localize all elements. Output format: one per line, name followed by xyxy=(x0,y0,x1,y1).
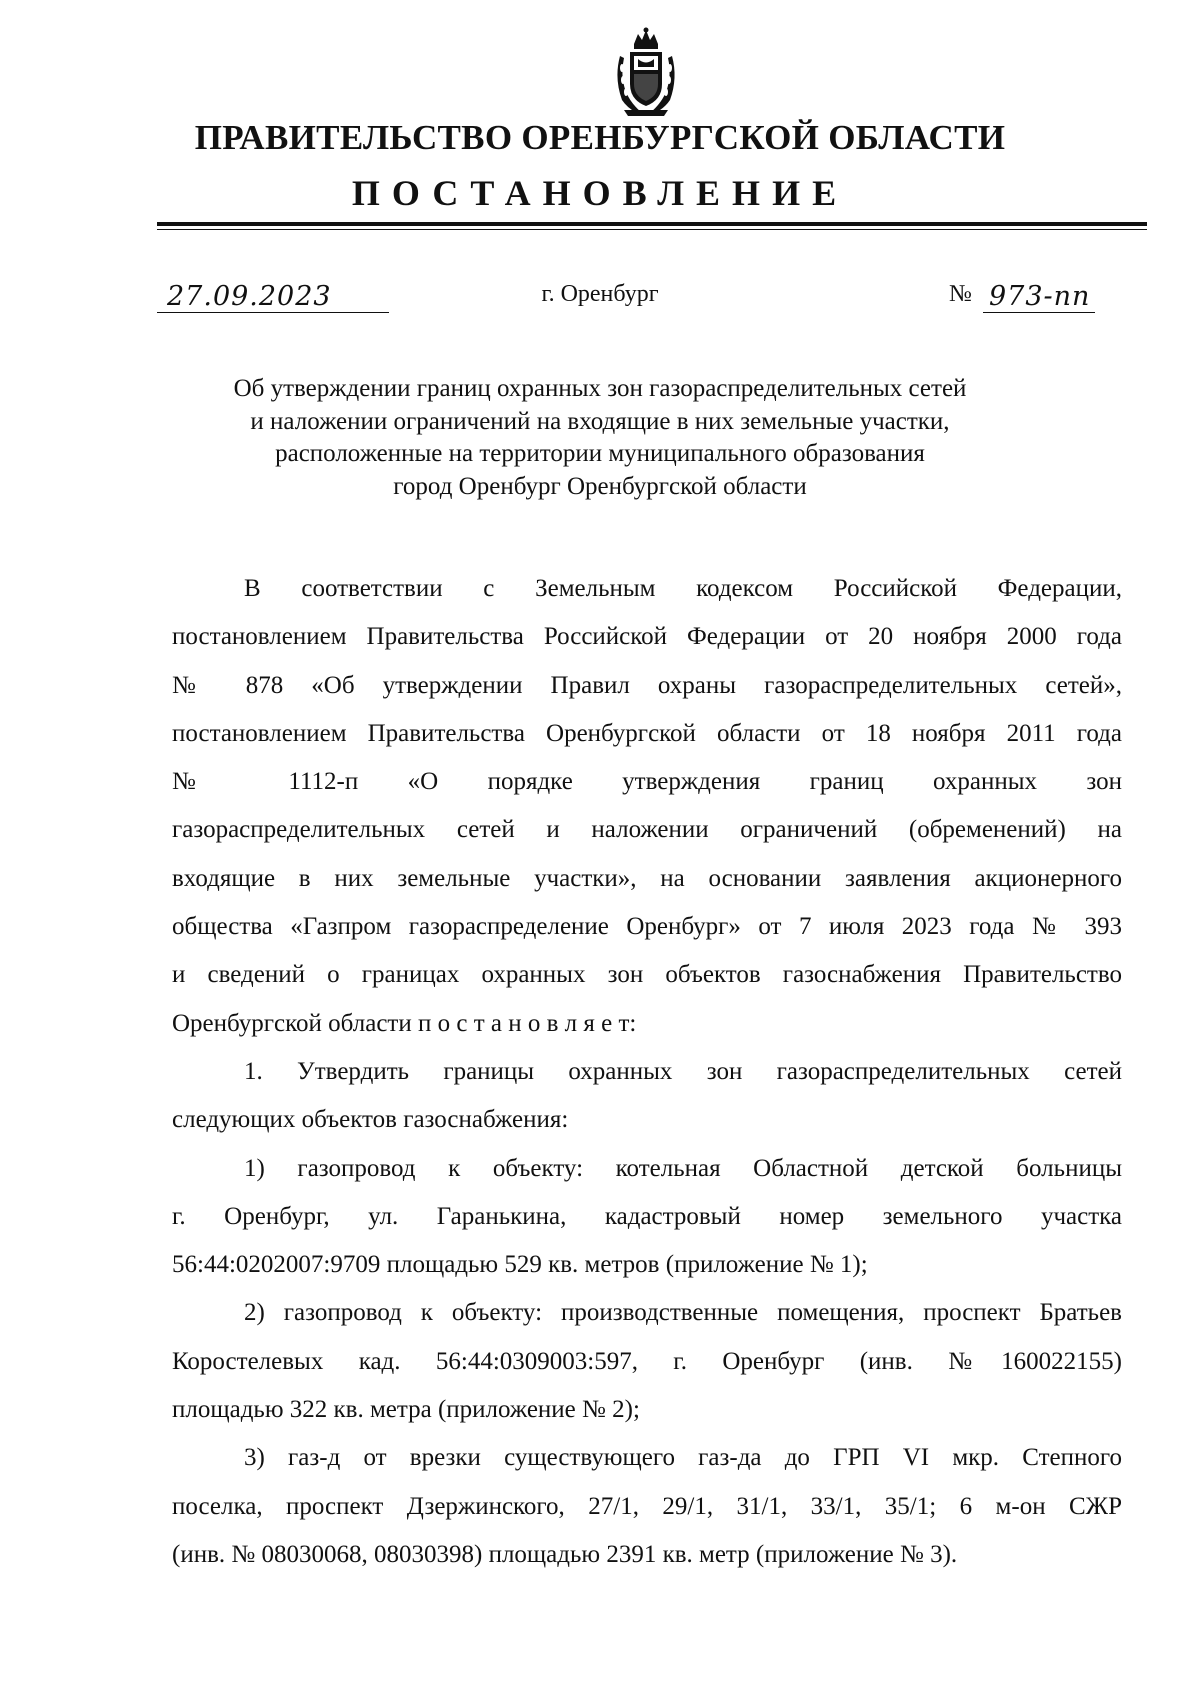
body-line: 1) газопровод к объекту: котельная Областной детской больницы xyxy=(244,1154,1122,1182)
body-line: постановлением Правительства Российской Федерации от 20 ноября 2000 года xyxy=(172,623,1122,651)
subject-line: расположенные на территории муниципального образования xyxy=(275,440,925,467)
handwritten-number: 973-пп xyxy=(989,281,1091,312)
subject-line: и наложении ограничений на входящие в них земельные участки, xyxy=(250,407,950,435)
body-line: № 1112-п «О порядке утверждения границ охранных зон xyxy=(172,768,1122,796)
number-field xyxy=(983,282,1095,313)
coat-of-arms-emblem xyxy=(610,26,682,118)
body-line: следующих объектов газоснабжения: xyxy=(172,1106,569,1134)
subject-line: Об утверждении границ охранных зон газораспределительных сетей xyxy=(233,375,967,402)
body-line: и сведений о границах охранных зон объектов газоснабжения Правительство xyxy=(172,961,1122,989)
government-name: ПРАВИТЕЛЬСТВО ОРЕНБУРГСКОЙ ОБЛАСТИ xyxy=(194,118,1006,157)
body-line: газораспределительных сетей и наложении ограничений (обременений) на xyxy=(172,816,1122,844)
body-line: Оренбургской области п о с т а н о в л я е т: xyxy=(172,1009,637,1037)
body-line: 2) газопровод к объекту: производственные помещения, проспект Братьев xyxy=(244,1299,1122,1327)
body-line: 56:44:0202007:9709 площадью 529 кв. метров (приложение № 1); xyxy=(172,1251,868,1279)
body-line: постановлением Правительства Оренбургской области от 18 ноября 2011 года xyxy=(172,719,1122,747)
body-line: площадью 322 кв. метра (приложение № 2); xyxy=(172,1396,640,1424)
body-line: входящие в них земельные участки», на основании заявления акционерного xyxy=(172,864,1122,892)
body-line: № 878 «Об утверждении Правил охраны газораспределительных сетей», xyxy=(172,671,1122,699)
body-line: г. Оренбург, ул. Гаранькина, кадастровый номер земельного участка xyxy=(172,1202,1122,1230)
number-sign: № xyxy=(949,281,972,307)
header-rule-thin xyxy=(157,229,1147,230)
body-line: 1. Утвердить границы охранных зон газораспределительных сетей xyxy=(244,1057,1122,1085)
header-rule-thick xyxy=(157,222,1147,226)
body-line: поселка, проспект Дзержинского, 27/1, 29/1, 31/1, 33/1, 35/1; 6 м-он СЖР xyxy=(172,1492,1122,1520)
subject-line: город Оренбург Оренбургской области xyxy=(393,472,807,500)
document-subject xyxy=(0,373,1200,503)
city-label: г. Оренбург xyxy=(541,281,659,307)
body-line: общества «Газпром газораспределение Оренбург» от 7 июля 2023 года № 393 xyxy=(172,913,1122,941)
body-line: (инв. № 08030068, 08030398) площадью 2391 кв. метр (приложение № 3). xyxy=(172,1540,958,1568)
body-line: 3) газ-д от врезки существующего газ-да до ГРП VI мкр. Степного xyxy=(244,1444,1122,1472)
handwritten-date: 27.09.2023 xyxy=(167,281,332,312)
document-type-title: ПОСТАНОВЛЕНИЕ xyxy=(351,173,849,213)
body-line: Коростелевых кад. 56:44:0309003:597, г. Оренбург (инв. №160022155) xyxy=(172,1347,1122,1375)
body-line: В соответствии с Земельным кодексом Российской Федерации, xyxy=(244,575,1122,602)
document-body xyxy=(172,565,1122,1579)
